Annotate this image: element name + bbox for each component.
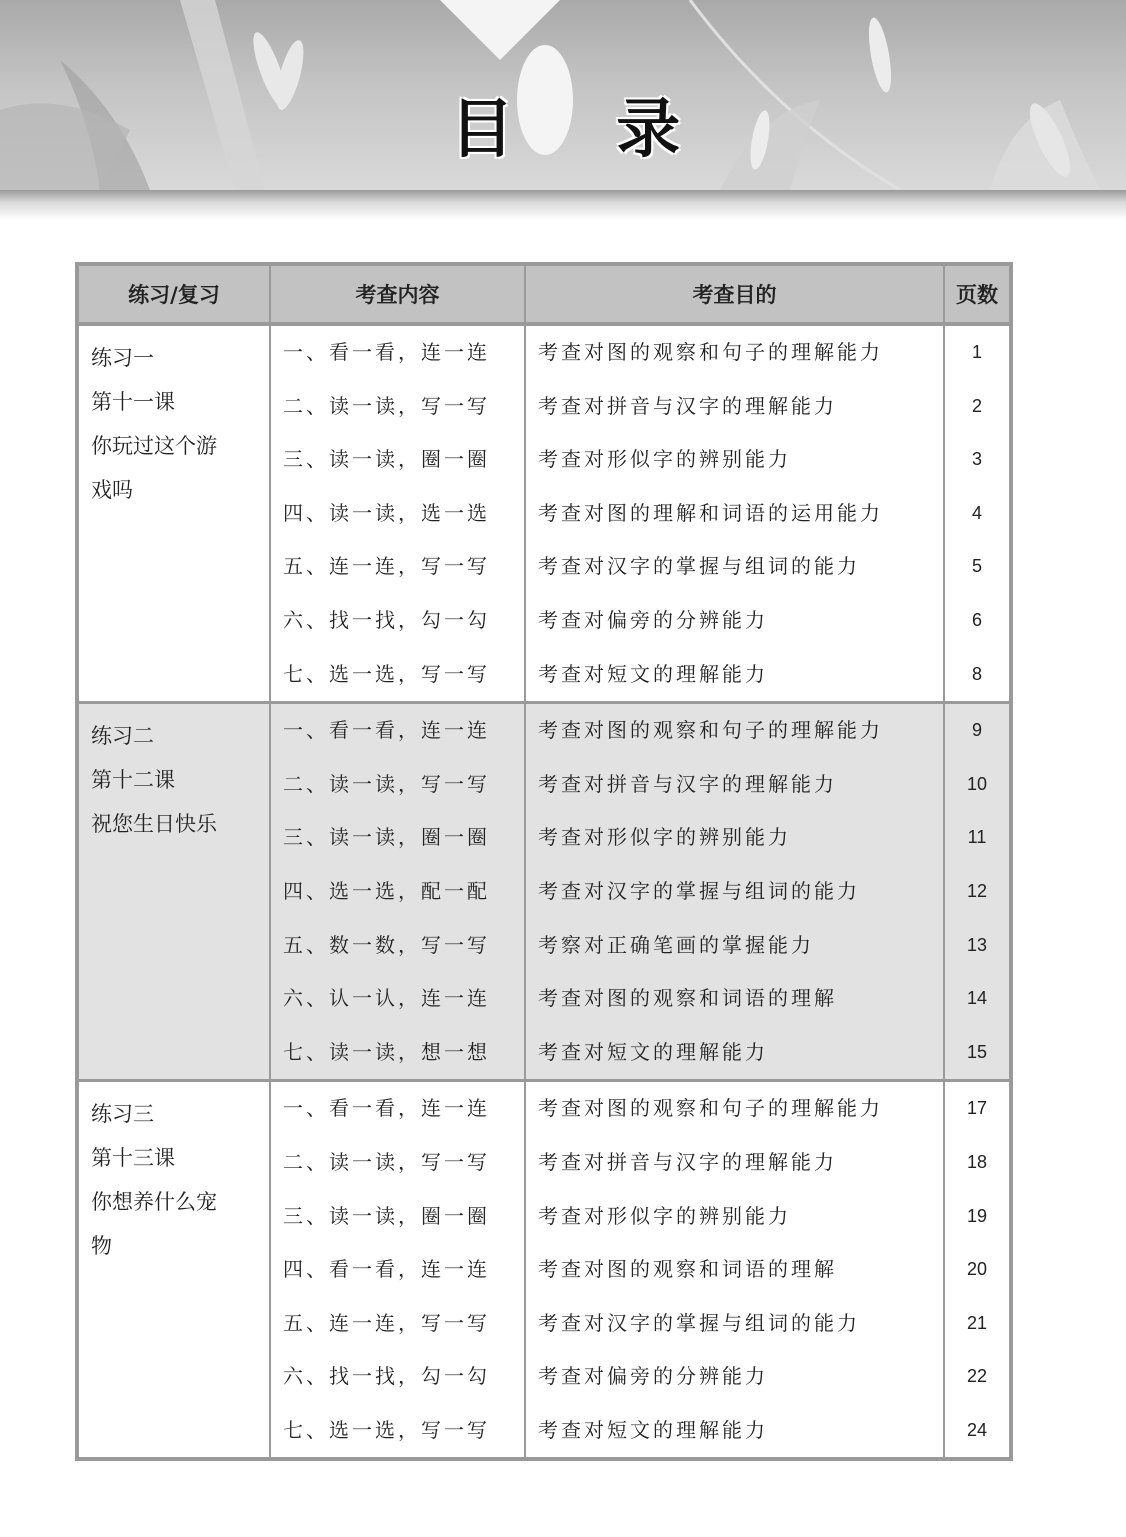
page-number: 22 [966,1366,988,1387]
content-cell: 三、读一读，圈一圈 [270,433,525,487]
content-cell: 四、读一读，选一选 [270,487,525,541]
content-cell: 三、读一读，圈一圈 [270,811,525,865]
exercise-label: 练习三 [91,1102,154,1127]
content-cell: 六、认一认，连一连 [270,972,525,1026]
purpose-cell: 考查对形似字的辨别能力 [525,433,944,487]
lesson-number: 第十三课 [91,1146,175,1171]
purpose-cell: 考查对图的观察和句子的理解能力 [525,1081,944,1136]
purpose-cell: 考查对短文的理解能力 [525,648,944,703]
purpose-cell: 考查对拼音与汉字的理解能力 [525,1136,944,1190]
page-number: 12 [944,865,1009,919]
lesson-cell [79,703,270,1081]
exercise-group-1 [79,324,1009,703]
table-of-contents [75,262,1013,1461]
content-cell: 六、找一找，勾一勾 [270,1350,525,1404]
purpose-cell: 考查对图的观察和词语的理解 [525,972,944,1026]
purpose-cell: 考查对图的观察和词语的理解 [525,1243,944,1297]
page-number: 20 [966,1259,988,1280]
content-cell: 五、连一连，写一写 [270,540,525,594]
page-number: 11 [944,811,1009,865]
lesson-title-cont: 戏吗 [91,478,133,502]
page-number: 21 [966,1312,988,1333]
page-number: 1 [971,342,982,362]
table-row [79,324,1009,380]
purpose-cell: 考查对图的理解和词语的运用能力 [525,487,944,541]
content-cell: 六、找一找，勾一勾 [270,594,525,648]
page-number: 14 [944,972,1009,1026]
column-header-exercise: 练习/复习 [79,266,270,324]
exercise-group-3 [79,1081,1009,1458]
page-number: 18 [966,1151,988,1172]
page-number: 5 [971,556,982,577]
purpose-cell: 考查对形似字的辨别能力 [525,1190,944,1244]
lesson-number: 第十二课 [91,768,175,793]
purpose-cell: 考查对短文的理解能力 [525,1404,944,1458]
page-number: 10 [944,758,1009,812]
purpose-cell: 考察对正确笔画的掌握能力 [525,919,944,973]
lesson-number: 第十一课 [91,390,175,414]
content-cell: 五、数一数，写一写 [270,919,525,973]
page-number: 3 [971,449,982,470]
purpose-cell: 考查对拼音与汉字的理解能力 [525,758,944,812]
content-cell: 二、读一读，写一写 [270,380,525,434]
content-cell: 七、选一选，写一写 [270,1404,525,1458]
column-header-page: 页数 [944,266,1009,324]
page-title: 目 录 [450,93,721,167]
content-cell: 一、看一看，连一连 [270,703,525,758]
header-banner [0,0,1126,190]
lesson-cell [79,1081,270,1458]
content-cell: 七、读一读，想一想 [270,1026,525,1081]
purpose-cell: 考查对形似字的辨别能力 [525,811,944,865]
lesson-title-cont: 物 [91,1234,112,1259]
content-cell: 三、读一读，圈一圈 [270,1190,525,1244]
page-number: 13 [944,919,1009,973]
purpose-cell: 考查对短文的理解能力 [525,1026,944,1081]
page-number: 2 [971,395,982,416]
purpose-cell: 考查对偏旁的分辨能力 [525,594,944,648]
page-number: 9 [944,703,1009,758]
table-header-row [79,266,1009,324]
toc-table [79,266,1009,1457]
lesson-title: 你想养什么宠 [91,1190,217,1215]
lesson-title: 祝您生日快乐 [91,812,217,837]
table-row [79,703,1009,758]
column-header-purpose: 考查目的 [525,266,944,324]
purpose-cell: 考查对图的观察和句子的理解能力 [525,324,944,380]
purpose-cell: 考查对拼音与汉字的理解能力 [525,380,944,434]
content-cell: 五、连一连，写一写 [270,1297,525,1351]
page-number: 6 [971,609,982,630]
exercise-label: 练习一 [91,346,154,370]
purpose-cell: 考查对图的观察和句子的理解能力 [525,703,944,758]
page-number: 17 [966,1098,988,1119]
exercise-label: 练习二 [91,724,154,749]
purpose-cell: 考查对汉字的掌握与组词的能力 [525,865,944,919]
lesson-title: 你玩过这个游 [91,434,217,458]
purpose-cell: 考查对偏旁的分辨能力 [525,1350,944,1404]
page-number: 19 [966,1205,988,1226]
table-row [79,1081,1009,1136]
content-cell: 一、看一看，连一连 [270,1081,525,1136]
column-header-content: 考查内容 [270,266,525,324]
exercise-group-2 [79,703,1009,1081]
page-number: 24 [966,1419,988,1440]
lesson-cell [79,324,270,703]
content-cell: 四、选一选，配一配 [270,865,525,919]
content-cell: 四、看一看，连一连 [270,1243,525,1297]
purpose-cell: 考查对汉字的掌握与组词的能力 [525,1297,944,1351]
content-cell: 二、读一读，写一写 [270,758,525,812]
purpose-cell: 考查对汉字的掌握与组词的能力 [525,540,944,594]
content-cell: 一、看一看，连一连 [270,324,525,380]
page-number: 4 [971,502,982,523]
page-number: 15 [944,1026,1009,1081]
page-number: 8 [944,648,1009,703]
banner-shadow [0,190,1126,220]
content-cell: 二、读一读，写一写 [270,1136,525,1190]
content-cell: 七、选一选，写一写 [270,648,525,703]
